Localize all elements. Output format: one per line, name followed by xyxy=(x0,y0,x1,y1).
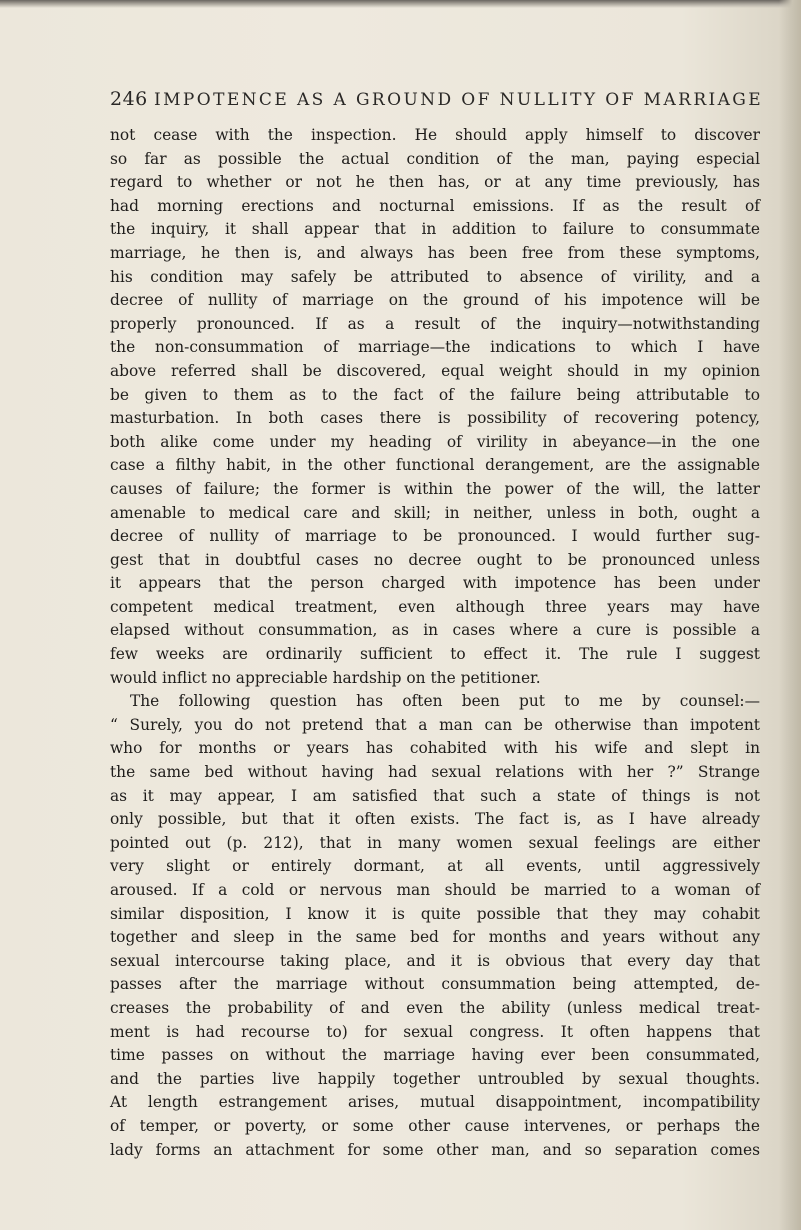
text-line: time passes on without the marriage having ever been consummated, xyxy=(110,1046,760,1065)
text-line: creases the probability of and even the ability (unless medical treat- xyxy=(110,998,760,1017)
text-line: causes of failure; the former is within the power of the will, the latter xyxy=(110,479,760,498)
text-line: elapsed without consummation, as in cases where a cure is possible a xyxy=(110,621,760,640)
page-number: 246 xyxy=(110,88,148,110)
text-line: as it may appear, I am satisfied that such a state of things is not xyxy=(110,786,760,805)
text-line: amenable to medical care and skill; in neither, unless in both, ought a xyxy=(110,503,760,522)
text-line: At length estrangement arises, mutual disappointment, incompatibility xyxy=(110,1093,760,1112)
text-line: the inquiry, it shall appear that in addition to failure to consummate xyxy=(110,220,760,239)
text-line: regard to whether or not he then has, or at any time previously, has xyxy=(110,173,760,192)
text-line: be given to them as to the fact of the failure being attributable to xyxy=(110,385,760,404)
text-line: had morning erections and nocturnal emissions. If as the result of xyxy=(110,196,760,215)
text-line: masturbation. In both cases there is possibility of recovering potency, xyxy=(110,409,760,428)
page-right-edge-shadow xyxy=(779,0,801,1230)
text-line: aroused. If a cold or nervous man should be married to a woman of xyxy=(110,881,760,899)
text-line: “ Surely, you do not pretend that a man can be otherwise than impotent xyxy=(110,715,760,734)
text-line: only possible, but that it often exists. The fact is, as I have already xyxy=(110,810,760,829)
text-line: would inflict no appreciable hardship on the petitioner. xyxy=(110,668,541,687)
text-line: sexual intercourse taking place, and it is obvious that every day that xyxy=(110,951,760,970)
text-line: and the parties live happily together untroubled by sexual thoughts. xyxy=(110,1069,760,1088)
text-line: The following question has often been put to me by counsel:— xyxy=(130,692,760,711)
text-line: above referred shall be discovered, equal weight should in my opinion xyxy=(110,361,760,380)
text-line: similar disposition, I know it is quite possible that they may cohabit xyxy=(110,904,760,923)
page-header xyxy=(110,88,764,118)
text-line: not cease with the inspection. He should apply himself to discover xyxy=(110,126,760,144)
text-line: properly pronounced. If as a result of the inquiry—notwithstanding xyxy=(110,314,760,333)
text-line: competent medical treatment, even although three years may have xyxy=(110,597,760,616)
text-line: pointed out (p. 212), that in many women sexual feelings are either xyxy=(110,833,760,852)
text-line: ment is had recourse to) for sexual congress. It often happens that xyxy=(110,1022,760,1041)
text-line: the same bed without having had sexual relations with her ?” Strange xyxy=(110,763,760,782)
text-line: very slight or entirely dormant, at all events, until aggressively xyxy=(110,857,760,876)
body-text xyxy=(110,124,760,1162)
text-line: so far as possible the actual condition of the man, paying especial xyxy=(110,149,760,168)
text-line: decree of nullity of marriage to be pronounced. I would further sug- xyxy=(110,527,760,546)
page-top-edge-shadow xyxy=(0,0,801,8)
text-line: lady forms an attachment for some other man, and so separation comes xyxy=(110,1140,760,1159)
text-line: of temper, or poverty, or some other cause intervenes, or perhaps the xyxy=(110,1116,760,1135)
text-line: marriage, he then is, and always has been free from these symptoms, xyxy=(110,243,760,262)
text-line: case a filthy habit, in the other functional derangement, are the assignable xyxy=(110,456,760,475)
text-line: both alike come under my heading of virility in abeyance—in the one xyxy=(110,432,760,451)
text-line: who for months or years has cohabited with his wife and slept in xyxy=(110,739,760,758)
text-line: his condition may safely be attributed to absence of virility, and a xyxy=(110,267,760,286)
running-head: IMPOTENCE AS A GROUND OF NULLITY OF MARRIAGE xyxy=(154,90,764,110)
text-line: it appears that the person charged with impotence has been under xyxy=(110,574,760,593)
text-line: decree of nullity of marriage on the ground of his impotence will be xyxy=(110,291,760,310)
text-line: few weeks are ordinarily sufficient to effect it. The rule I suggest xyxy=(110,645,760,664)
text-line: passes after the marriage without consummation being attempted, de- xyxy=(110,975,760,994)
text-line: gest that in doubtful cases no decree ought to be pronounced unless xyxy=(110,550,760,569)
text-line: together and sleep in the same bed for months and years without any xyxy=(110,928,760,947)
text-line: the non-consummation of marriage—the indications to which I have xyxy=(110,338,760,357)
